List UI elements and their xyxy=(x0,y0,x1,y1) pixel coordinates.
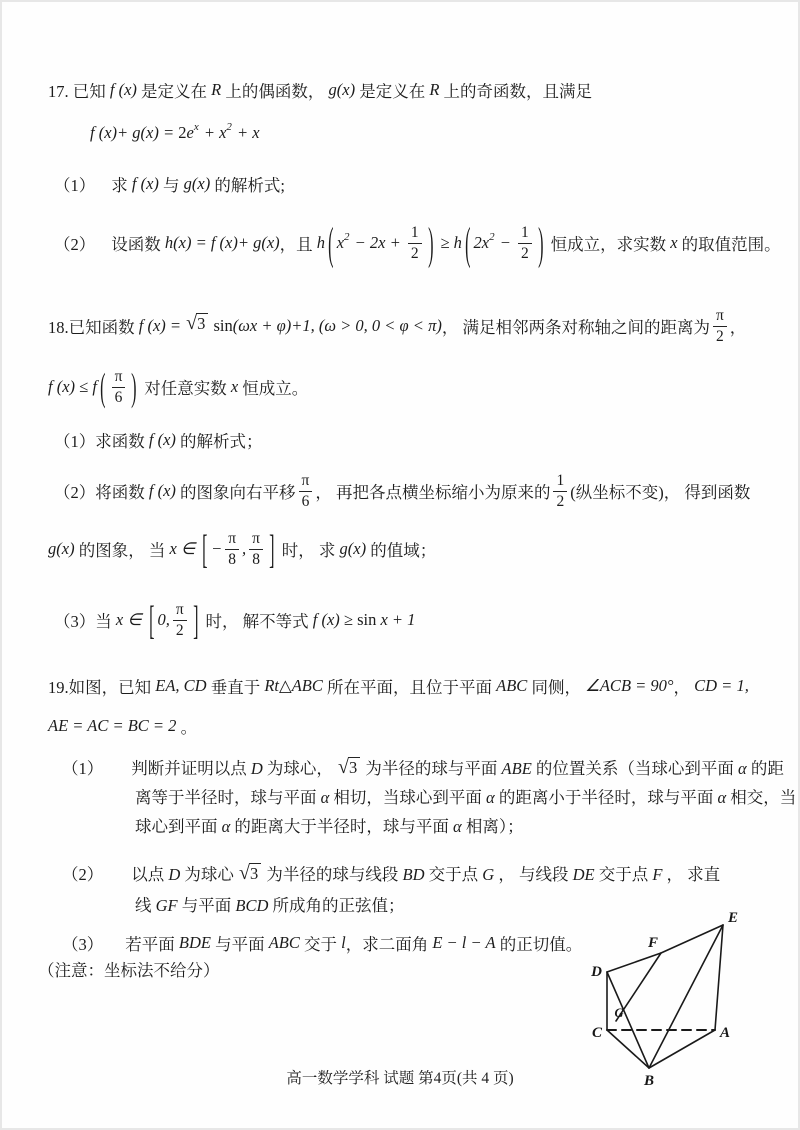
q19-part2: （2） 以点 D 为球心 √ 3 为半径的球与线段 BD 交于点 G ， 与线段 DE 交于点 F ， 求直线 GF 与平面 BCD 所成角的正弦值； xyxy=(62,862,721,915)
vertex-label-F: F xyxy=(647,935,658,951)
q17-intro: 17. 已知 f (x) 是定义在 R 上的偶函数， g(x) 是定义在 R 上的奇函数，且满足 xyxy=(48,80,593,101)
vertex-label-E: E xyxy=(728,910,739,926)
page-footer: 高一数学学科 试题 第4页(共 4 页) xyxy=(286,1070,514,1087)
q19-part1: （1） 判断并证明以点 D 为球心， √ 3 为半径的球与平面 ABE 的位置关系（当球心到平面 α 的距离等于半径时，球与平面 α 相切，当球心到平面 α 的距离小于半径时，球与平面 α 相交，当球心到平面 α 的距离大于半径时，球与平面 α 相离）； xyxy=(62,756,797,836)
page-content xyxy=(38,74,797,981)
q17-formula: f (x)+ g(x) = 2 e x + x 2 + x xyxy=(90,121,260,142)
vertex-label-G: G xyxy=(614,1006,624,1020)
q18-intro-line1: 18.已知函数 f (x) = √ 3 sin (ωx + φ)+1, (ω > 0, 0 < φ < π) ， 满足相邻两条对称轴之间的距离为 $\frac{\pi}{2}$ ， xyxy=(48,307,747,345)
q18-intro-line2: f (x) ≤ f ( $\frac{\pi}{6}$ ) 对任意实数 x 恒成立。 xyxy=(48,365,309,409)
q19-part3: （3） 若平面 BDE 与平面 ABC 交于 l ，求二面角 E − l − A 的正切值。 xyxy=(62,933,583,954)
q19-note: （注意：坐标法不给分） xyxy=(38,961,220,980)
q18-part1: （1）求函数 f (x) 的解析式； xyxy=(54,430,263,451)
q18-part2-line1: （2）将函数 f (x) 的图象向右平移 $\frac{\pi}{6}$ ， 再把各点横坐标缩小为原来的 $\frac{1}{2}$ (纵坐标不变)， 得到函数 xyxy=(54,472,751,510)
q17-part2: （2） 设函数 h(x) = f (x)+ g(x) ，且 h ( x 2 − 2x + $\frac{1}{2}$ ) ≥ h ( 2x 2 − $\frac{1}{2}$ ) 恒成立，求实数 x 的取值范围。 xyxy=(54,217,781,269)
vertex-label-D: D xyxy=(591,964,602,980)
q18-part3: （3）当 x ∈ [ 0, $\frac{\pi}{2}$ ] 时， 解不等式 f (x) ≥ sin x + 1 xyxy=(54,597,416,643)
vertex-label-A: A xyxy=(720,1025,731,1041)
edge-AE xyxy=(715,925,723,1030)
edge-FE xyxy=(661,925,723,953)
vertex-label-B: B xyxy=(643,1073,655,1089)
vertex-label-C: C xyxy=(591,1025,602,1041)
q17-part1: （1） 求 f (x) 与 g(x) 的解析式; xyxy=(54,174,285,195)
q18-part2-line2: g(x) 的图象， 当 x ∈ [ − $\frac{\pi}{8}$ , $\frac{\pi}{8}$ ] 时， 求 g(x) 的值域； xyxy=(48,526,437,572)
q19-intro-line2: AE = AC = BC = 2 。 xyxy=(48,716,198,737)
q19-intro-line1: 19.如图，已知 EA, CD 垂直于 Rt △ ABC 所在平面，且位于平面 ABC 同侧， ∠ACB = 90° ， CD = 1, xyxy=(48,676,749,697)
edge-DF xyxy=(607,953,661,972)
edge-CB xyxy=(607,1030,649,1068)
edge-DB xyxy=(607,972,649,1068)
